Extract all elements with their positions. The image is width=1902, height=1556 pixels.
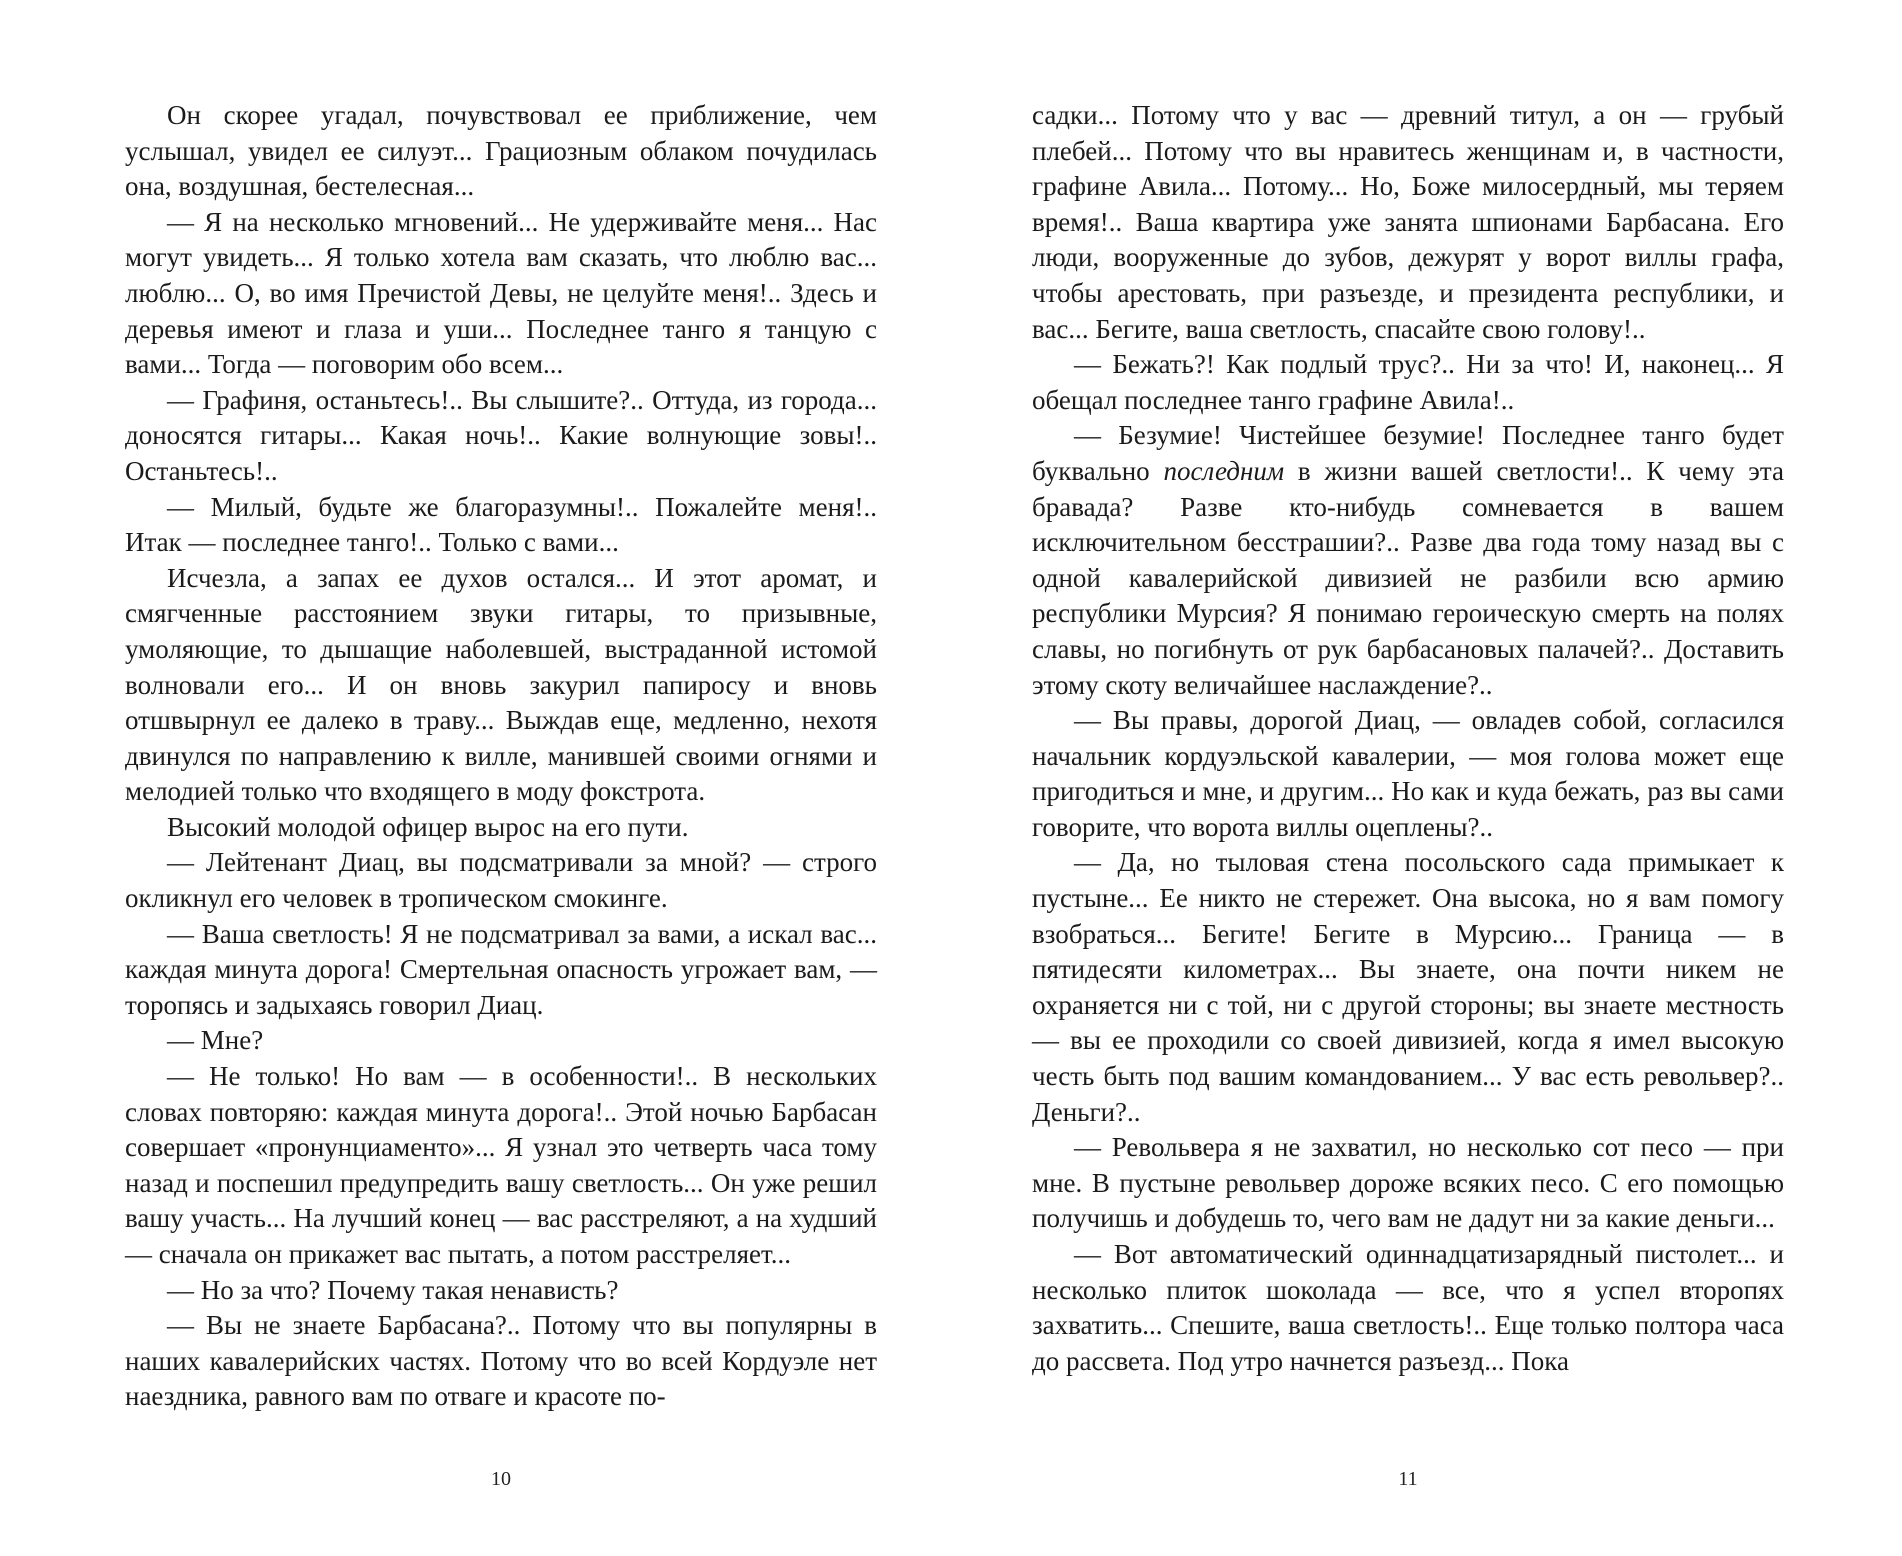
paragraph-text: в жизни вашей светлости!.. К чему эта бравада? Разве кто-нибудь сомневается в вашем исключительном бесстрашии?.. Разве два года тому назад вы с одной кавалерийской дивизией не разбили всю армию республики Мурсия? Я понимаю героическую смерть на полях славы, но погибнуть от рук барбасановых палачей?.. Доставить этому скоту величайшее наслаждение?..	[1032, 455, 1784, 700]
paragraph-continued: садки... Потому что у вас — древний титул, а он — грубый плебей... Потому что вы нравитесь женщинам и, в частности, графине Авила... Потому... Но, Боже милосердный, мы теряем время!.. Ваша квартира уже занята шпионами Барбасана. Его люди, вооруженные до зубов, дежурят у ворот виллы графа, чтобы арестовать, при разъезде, и президента республики, и вас... Бегите, ваша светлость, спасайте свою голову!..	[1032, 100, 1784, 344]
paragraph: Исчезла, а запах ее духов остался... И этот аромат, и смягченные расстоянием звуки гитары, то призывные, умоляющие, то дышащие наболевшей, выстраданной истомой волновали его... И он вновь закурил папиросу и вновь отшвырнул ее далеко в траву... Выждав еще, медленно, нехотя двинулся по направлению к вилле, манившей своими огнями и мелодией только что входящего в моду фокстрота.	[125, 562, 877, 807]
left-page-text	[125, 98, 877, 1415]
right-page-text	[1032, 98, 1784, 1379]
paragraph: — Но за что? Почему такая ненависть?	[167, 1274, 619, 1305]
paragraph: — Я на несколько мгновений... Не удерживайте меня... Нас могут увидеть... Я только хотела вам сказать, что люблю вас... люблю... О, во имя Пречистой Девы, не целуйте меня!.. Здесь и деревья имеют и глаза и уши... Последнее танго я танцую с вами... Тогда — поговорим обо всем...	[125, 206, 877, 380]
paragraph: — Ваша светлость! Я не подсматривал за вами, а искал вас... каждая минута дорога! Смертельная опасность угрожает вам, — торопясь и задыхаясь говорил Диац.	[125, 918, 877, 1020]
emphasized-word: последним	[1163, 455, 1285, 486]
paragraph: — Графиня, останьтесь!.. Вы слышите?.. Оттуда, из города... доносятся гитары... Какая ночь!.. Какие волнующие зовы!.. Останьтесь!..	[125, 384, 877, 486]
paragraph: Высокий молодой офицер вырос на его пути.	[167, 811, 689, 842]
paragraph: — Лейтенант Диац, вы подсматривали за мной? — строго окликнул его человек в тропическом смокинге.	[125, 847, 877, 914]
paragraph: — Милый, будьте же благоразумны!.. Пожалейте меня!.. Итак — последнее танго!.. Только с вами...	[125, 491, 877, 558]
paragraph: — Вы правы, дорогой Диац, — овладев собой, согласился начальник кордуэльской кавалерии, — моя голова может еще пригодиться и мне, и другим... Но как и куда бежать, раз вы сами говорите, что ворота виллы оцеплены?..	[1032, 705, 1784, 842]
paragraph	[1032, 418, 1784, 703]
paragraph: — Бежать?! Как подлый трус?.. Ни за что! И, наконец... Я обещал последнее танго графине Авила!..	[1032, 349, 1784, 415]
page-number-left: 10	[491, 1468, 511, 1490]
paragraph: — Да, но тыловая стена посольского сада примыкает к пустыне... Ее никто не стережет. Она высока, но я вам помогу взобраться... Бегите! Бегите в Мурсию... Граница — в пятидесяти километрах... Вы знаете, она почти никем не охраняется ни с той, ни с другой стороны; вы знаете местность — вы ее проходили со своей дивизией, когда я имел высокую честь быть под вашим командованием... У вас есть револьвер?.. Деньги?..	[1032, 847, 1784, 1127]
paragraph: — Вы не знаете Барбасана?.. Потому что вы популярны в наших кавалерийских частях. Потому что во всей Кордуэле нет наездника, равного вам по отваге и красоте по-	[125, 1310, 877, 1412]
paragraph: — Вот автоматический одиннадцатизарядный пистолет... и несколько плиток шоколада — все, что я успел второпях захватить... Спешите, ваша светлость!.. Еще только полтора часа до рассвета. Под утро начнется разъезд... Пока	[1032, 1239, 1784, 1376]
paragraph: — Револьвера я не захватил, но несколько сот песо — при мне. В пустыне револьвер дороже всяких песо. С его помощью получишь и добудешь то, чего вам не дадут ни за какие деньги...	[1032, 1132, 1784, 1234]
paragraph: — Мне?	[167, 1025, 264, 1056]
page-number-right: 11	[1398, 1468, 1418, 1490]
right-page	[1032, 98, 1784, 1379]
paragraph: — Не только! Но вам — в особенности!.. В нескольких словах повторяю: каждая минута дорога!.. Этой ночью Барбасан совершает «пронунциаменто»... Я узнал это четверть часа тому назад и поспешил предупредить вашу светлость... Он уже решил вашу участь... На лучший конец — вас расстреляют, а на худший — сначала он прикажет вас пытать, а потом расстреляет...	[125, 1061, 877, 1269]
paragraph-text: — Безумие! Чистейшее безумие! Последнее танго будет буквально	[1032, 420, 1784, 486]
left-page	[125, 98, 877, 1415]
paragraph: Он скорее угадал, почувствовал ее приближение, чем услышал, увидел ее силуэт... Грациозным облаком почудилась она, воздушная, бестелесная...	[125, 100, 877, 202]
